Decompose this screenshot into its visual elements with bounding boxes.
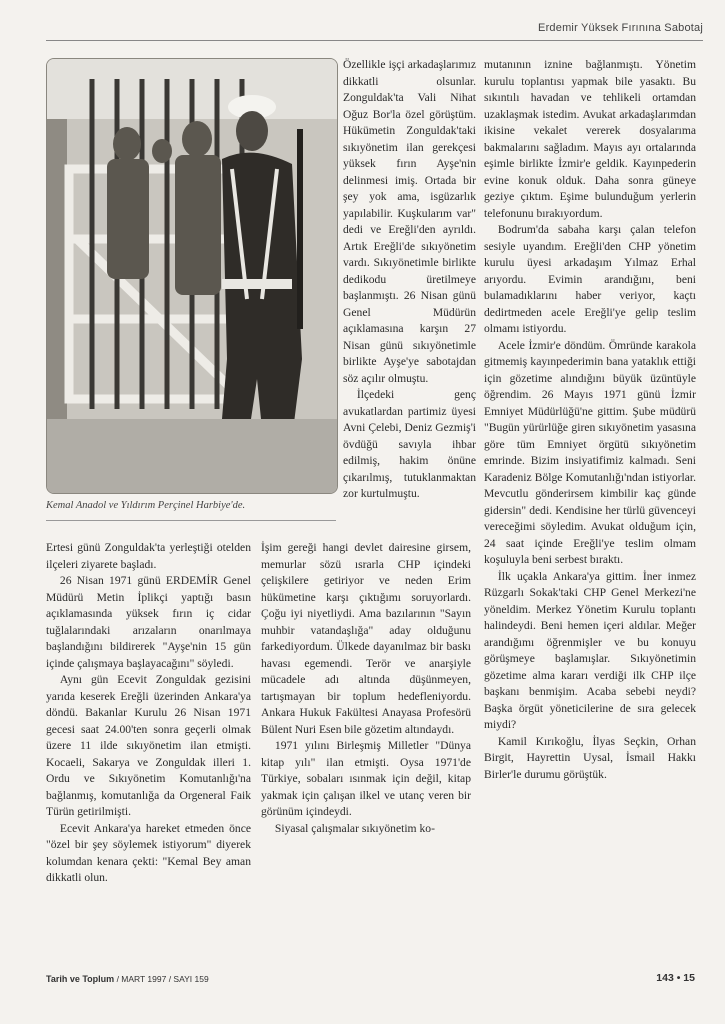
paragraph: 26 Nisan 1971 günü ERDEMİR Genel Müdürü Metin İplikçi yaptığı basın açıklamasında yüksek fırın iç cidar tuğlalarındaki arızaların onarılmaya başlandığını bildirerek "Ayşe'nin 15 gün içinde çalışmaya başlayacağını" söyledi. (46, 574, 251, 670)
paragraph: Kamil Kırıkoğlu, İlyas Seçkin, Orhan Birgit, Hayrettin Uysal, İsmail Hakkı Birler'le durumu görüştük. (484, 734, 696, 781)
publication-name: Tarih ve Toplum (46, 974, 115, 984)
paragraph: mutanının iznine bağlanmıştı. Yönetim kurulu toplantısı yapmak bile yasaktı. Bu sıkıntılı havadan ve tehlikeli ortamdan uzaklaşmak istedim. Avukat arkadaşlarımdan ikisine vekalet vererek dosyalarıma bakmalarını sağladım. Mayıs ayı ortalarında eşimle birlikte İzmir'e geldik. Kayınpederin evine konuk olduk. Daha sonra güneye geziye çıktım. Eşime bulunduğum yerlerin telefonunu bırakıyordum. (484, 58, 696, 220)
paragraph: Bodrum'da sabaha karşı çalan telefon sesiyle uyandım. Ereğli'den CHP yönetim kurulu üyesi arkadaşım Yılmaz Erhal arıyordu. Evimin arandığını, beni bulamadıklarını haber veriyor, kaçtı dedirtmeden acele Ereğli'ye gelip teslim olmamı istiyordu. (484, 223, 696, 335)
caption-divider (46, 520, 336, 521)
paragraph: Acele İzmir'e döndüm. Ömründe karakola gitmemiş kayınpederimin bana yataklık ettiği için gözetime alındığını büyük üzüntüyle öğrendim. 26 Mayıs 1971 günü İzmir Emniyet Müdürlüğü'ne gittim. Şube müdürü "Bugün yürürlüğe giren sıkıyönetim yasasına göre tüm Emniyet örgütü sıkıyönetim emrinde. Bizim insiyatifimiz kalmadı. Seni Karadeniz Bölge Komutanlığı'ndan istiyorlar. Mevcutlu gönderirsem kimbilir kaç günde gidersin" dedi. Kendisine her türlü güvenceyi vereceğimi söyledim. Avukat olduğum için, 24 saat içinde Ereğli'ye teslim olmam koşuluyla beni serbest bıraktı. (484, 338, 696, 566)
paragraph: Özellikle işçi arkadaşlarımız dikkatli olsunlar. Zonguldak'ta Vali Nihat Oğuz Bor'la özel görüştüm. Hükümetin Zonguldak'taki sıkıyönetim ilan gerekçesi yüksek fırın Ayşe'nin delinmesi imiş. Ortada bir şey yok ama, isgüzarlık yapılabilir. Kuşkularım var" dedi ve Ereğli'den ayrıldı. Artık Ereğli'de sıkıyönetim vardı. Sıkıyönetimle birlikte dedikodu üretilmeye başlanmıştı. 26 Nisan günü Genel Müdürün açıklamasına karşın 27 Nisan günü sıkıyönetimle birlikte Ayşe'ye sabotajdan söz açılır olmuştu. (343, 58, 476, 385)
paragraph: Aynı gün Ecevit Zonguldak gezisini yarıda keserek Ereğli üzerinden Ankara'ya döndü. Bakanlar Kurulu 26 Nisan 1971 gecesi saat 24.00'ten sonra geçerli olmak üzere 11 ilde sıkıyönetim ilan etmişti. Kocaeli, Sakarya ve Zonguldak illeri 1. Ordu ve Sıkıyönetim Komutanlığı'na bağlanmış, komutanlığa da Orgeneral Faik Türün getirilmişti. (46, 673, 251, 818)
article-column-right (484, 57, 696, 783)
running-header-title: Erdemir Yüksek Fırınına Sabotaj (538, 22, 703, 34)
article-column-top-middle (343, 57, 476, 503)
article-column-left (46, 540, 251, 887)
article-column-middle (261, 540, 471, 837)
paragraph: İlçedeki genç avukatlardan partimiz üyesi Avni Çelebi, Deniz Gezmiş'i övdüğü savıyla ihbar edilmiş, hakim önüne çıkarılmış, tutuklanmaktan zor kurtulmuştu. (343, 388, 476, 500)
paragraph: Ertesi günü Zonguldak'ta yerleştiği otelden ilçeleri ziyarete başladı. (46, 541, 251, 571)
historical-photo (46, 58, 338, 494)
paragraph: 1971 yılını Birleşmiş Milletler "Dünya kitap yılı" ilan etmişti. Oysa 1971'de Türkiye, sobaları ısınmak için değil, kitap yakmak için çalışan ilkel ve utanç veren bir görünüm içindeydi. (261, 739, 471, 818)
issue-info: / MART 1997 / SAYI 159 (116, 974, 209, 984)
paragraph: İlk uçakla Ankara'ya gittim. İner inmez Rüzgarlı Sokak'taki CHP Genel Merkezi'ne yöneldim. Merkez Yönetim Kurulu toplantı halindeydi. Beni hemen içeri aldılar. Meğer arandığımı öğrenmişler ve bu konuyu görüşmeye başlamışlar. Sıkıyönetimin gözetime alma kararı verdiği ilk CHP ilçe başkanı benmişim. Acaba sebebi neydi? Başka örgüt yöneticilerine de sıra gelecek miydi? (484, 569, 696, 731)
footer-publication (46, 974, 209, 984)
paragraph: İşim gereği hangi devlet dairesine girsem, memurlar sözü ısrarla CHP içindeki çelişkilere getiriyor ve neden Erim hükümetine karşı çıktığımı soruyorlardı. Çoğu iyi niyetliydi. Ama bazılarının "Sayın muhbir vatandaşlığa" aday olduğunu farkediyordum. Ülkede dayanılmaz bir baskı havası egemendi. Terör ve anarşiyle mücadele adı altında düşünmeyen, tartışmayan bir toplum hedefleniyordu. Ankara Hukuk Fakültesi Anayasa Profesörü Bülent Nuri Esen bile gözetim altındaydı. (261, 541, 471, 736)
page-number: 143 • 15 (656, 972, 695, 984)
header-divider (46, 40, 703, 41)
paragraph: Ecevit Ankara'ya hareket etmeden önce "özel bir şey söylemek istiyorum" diyerek kolumdan kenara çekti: "Kemal Bey aman dikkatli olun. (46, 821, 251, 884)
photo-caption: Kemal Anadol ve Yıldırım Perçinel Harbiye'de. (46, 500, 246, 511)
paragraph: Siyasal çalışmalar sıkıyönetim ko- (274, 821, 435, 835)
